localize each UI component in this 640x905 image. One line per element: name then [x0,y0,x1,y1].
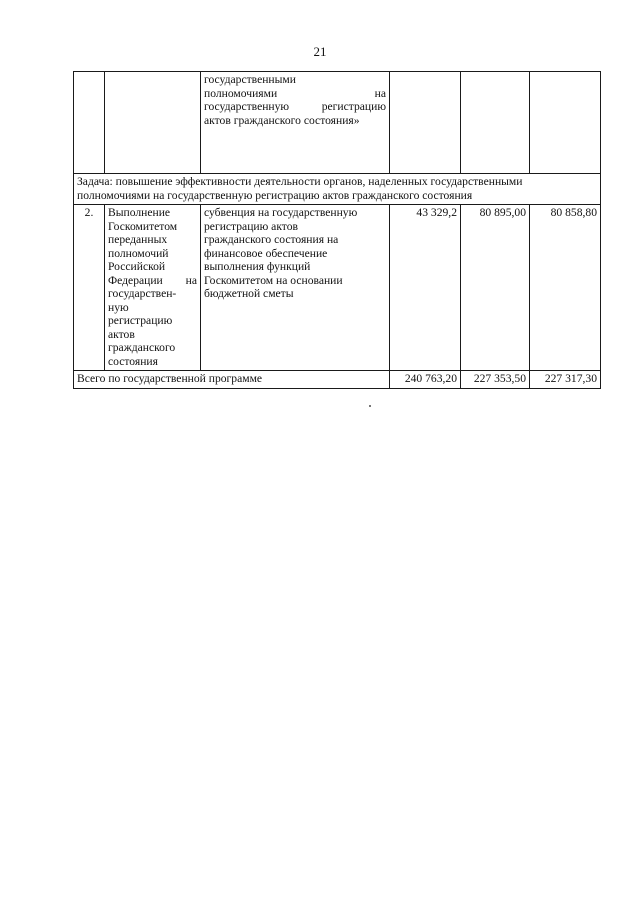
continuation-row [74,72,601,174]
description-line: государственными [204,73,296,86]
total-amount-year2: 227 353,50 [461,371,530,389]
item-name-word: Федерации [108,273,163,287]
task-cell: Задача: повышение эффективности деятельности органов, наделенных государственными полномочиями на государственную регистрацию актов гражданского состояния [74,174,601,205]
description-word: государственную [204,100,290,113]
item-name-line: Госкомитетом [108,219,178,233]
item-name-word: на [185,273,197,287]
item-name-line: ную [108,300,129,314]
item-amount-year2: 80 895,00 [461,205,530,371]
page-number: 21 [313,44,327,59]
item-description-cell [201,205,390,371]
scan-speck [369,405,371,407]
item-name-line [108,274,197,288]
item-name-line: регистрацию [108,314,173,327]
item-row [74,205,601,371]
item-name-line: полномочий [108,246,169,260]
item-name-line: актов [108,327,135,341]
description-word: полномочиями [204,86,278,100]
item-name-line: гражданского [108,341,176,354]
total-amount-year1: 240 763,20 [390,371,461,389]
item-description-line: гражданского состояния на [204,233,339,246]
description-cell [201,72,390,174]
description-line [204,100,386,114]
description-word: на [374,86,386,100]
name-cell [105,72,201,174]
amount-cell [390,72,461,174]
item-name-line: состояния [108,354,158,368]
budget-table [73,71,601,389]
number-cell [74,72,105,174]
item-description-line: финансовое обеспечение [204,246,328,260]
item-name-line: государствен- [108,287,177,300]
description-line: актов гражданского состояния» [204,113,360,127]
item-number: 2. [74,205,105,371]
item-name-cell [105,205,201,371]
item-amount-year1: 43 329,2 [390,205,461,371]
amount-cell [461,72,530,174]
item-name-line: переданных [108,233,168,246]
item-amount-year3: 80 858,80 [530,205,601,371]
amount-cell [530,72,601,174]
total-row [74,371,601,389]
total-label: Всего по государственной программе [74,371,390,389]
task-row [74,174,601,205]
item-name-line: Выполнение [108,206,171,219]
item-name-line: Российской [108,260,166,273]
item-description-line: субвенция на государственную [204,206,358,219]
description-line [204,87,386,101]
description-word: регистрацию [321,100,386,113]
item-description-line: регистрацию актов [204,219,298,233]
item-description-line: бюджетной сметы [204,287,294,300]
item-description-line: Госкомитетом на основании [204,273,343,287]
item-description-line: выполнения функций [204,260,311,273]
total-amount-year3: 227 317,30 [530,371,601,389]
